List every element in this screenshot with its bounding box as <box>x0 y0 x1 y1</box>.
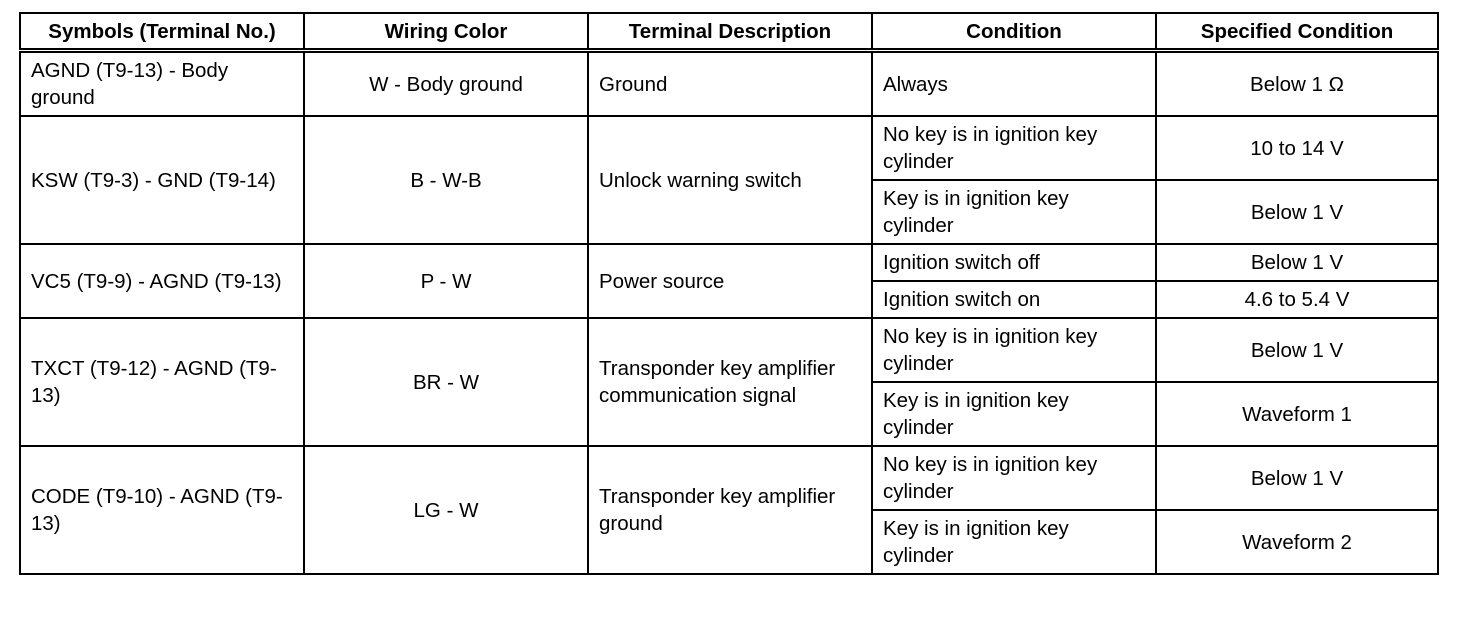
wiring-color-cell: B - W-B <box>304 116 588 244</box>
wiring-color-cell: P - W <box>304 244 588 318</box>
specified-condition-cell: Waveform 1 <box>1156 382 1438 446</box>
description-cell: Ground <box>588 51 872 117</box>
wiring-color-cell: W - Body ground <box>304 51 588 117</box>
description-cell: Power source <box>588 244 872 318</box>
table-row <box>20 446 1438 510</box>
description-cell: Unlock warning switch <box>588 116 872 244</box>
header-symbols: Symbols (Terminal No.) <box>20 13 304 51</box>
symbol-cell: KSW (T9-3) - GND (T9-14) <box>20 116 304 244</box>
specified-condition-cell: Waveform 2 <box>1156 510 1438 574</box>
specified-condition-cell: Below 1 V <box>1156 244 1438 281</box>
symbol-cell: CODE (T9-10) - AGND (T9-13) <box>20 446 304 574</box>
header-wiring-color: Wiring Color <box>304 13 588 51</box>
table-row <box>20 244 1438 281</box>
symbol-cell: TXCT (T9-12) - AGND (T9-13) <box>20 318 304 446</box>
condition-cell: Key is in ignition key cylinder <box>872 180 1156 244</box>
description-cell: Transponder key amplifier communication signal <box>588 318 872 446</box>
header-specified-condition: Specified Condition <box>1156 13 1438 51</box>
condition-cell: No key is in ignition key cylinder <box>872 446 1156 510</box>
description-cell: Transponder key amplifier ground <box>588 446 872 574</box>
specified-condition-cell: 10 to 14 V <box>1156 116 1438 180</box>
condition-cell: Key is in ignition key cylinder <box>872 382 1156 446</box>
specified-condition-cell: Below 1 V <box>1156 180 1438 244</box>
condition-cell: Key is in ignition key cylinder <box>872 510 1156 574</box>
header-condition: Condition <box>872 13 1156 51</box>
table-row <box>20 318 1438 382</box>
table-header-row <box>20 13 1438 51</box>
specified-condition-cell: Below 1 V <box>1156 446 1438 510</box>
symbol-cell: AGND (T9-13) - Body ground <box>20 51 304 117</box>
specified-condition-cell: Below 1 V <box>1156 318 1438 382</box>
condition-cell: No key is in ignition key cylinder <box>872 318 1156 382</box>
symbol-cell: VC5 (T9-9) - AGND (T9-13) <box>20 244 304 318</box>
condition-cell: Ignition switch off <box>872 244 1156 281</box>
specified-condition-cell: Below 1 Ω <box>1156 51 1438 117</box>
condition-cell: Ignition switch on <box>872 281 1156 318</box>
table-row <box>20 51 1438 117</box>
condition-cell: No key is in ignition key cylinder <box>872 116 1156 180</box>
specified-condition-cell: 4.6 to 5.4 V <box>1156 281 1438 318</box>
wiring-color-cell: LG - W <box>304 446 588 574</box>
header-terminal-description: Terminal Description <box>588 13 872 51</box>
wiring-color-cell: BR - W <box>304 318 588 446</box>
table-row <box>20 116 1438 180</box>
terminal-spec-table <box>19 12 1439 575</box>
condition-cell: Always <box>872 51 1156 117</box>
